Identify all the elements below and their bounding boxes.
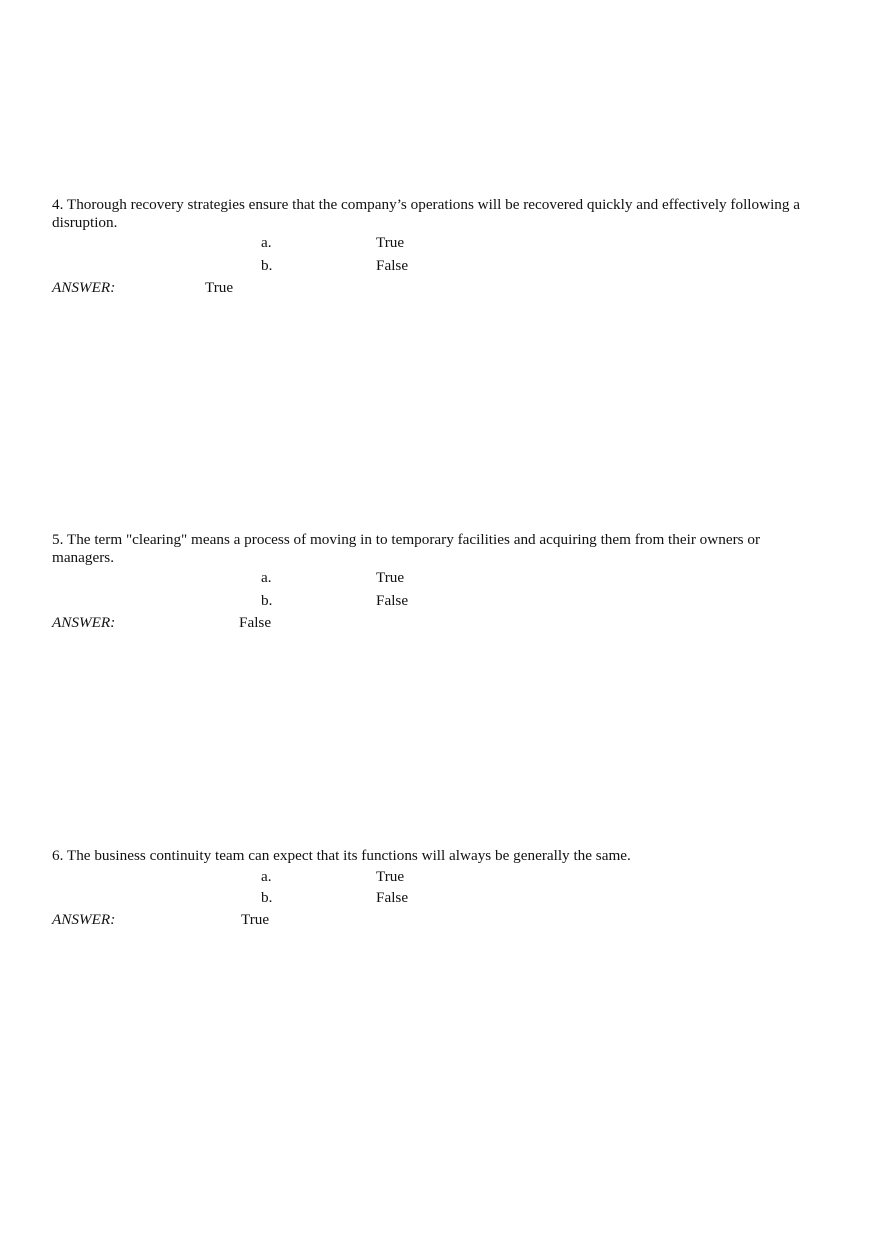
answer-label: ANSWER:: [52, 279, 116, 296]
option-b-value: False: [376, 592, 409, 609]
option-a-letter: a.: [261, 234, 272, 251]
answer-label: ANSWER:: [52, 614, 116, 631]
option-a-letter: a.: [261, 569, 272, 586]
option-a-value: True: [376, 234, 405, 251]
question-text: 4. Thorough recovery strategies ensure that the company’s operations will be recovered quickly and effectively following a disruption.: [52, 196, 801, 231]
answer-value: True: [241, 911, 270, 928]
option-b-letter: b.: [261, 592, 273, 609]
answer-value: True: [205, 279, 234, 296]
option-a-value: True: [376, 868, 405, 885]
question-5: [52, 531, 812, 641]
option-a-letter: a.: [261, 868, 272, 885]
option-b-letter: b.: [261, 257, 273, 274]
option-b-value: False: [376, 257, 409, 274]
question-4: [52, 196, 812, 306]
answer-label: ANSWER:: [52, 911, 116, 928]
question-text: 5. The term "clearing" means a process of moving in to temporary facilities and acquiring them from their owners or managers.: [52, 531, 760, 566]
option-b-letter: b.: [261, 889, 273, 906]
question-6: [52, 847, 812, 957]
option-a-value: True: [376, 569, 405, 586]
option-b-value: False: [376, 889, 409, 906]
answer-value: False: [239, 614, 272, 631]
question-text: 6. The business continuity team can expect that its functions will always be generally the same.: [52, 847, 631, 864]
